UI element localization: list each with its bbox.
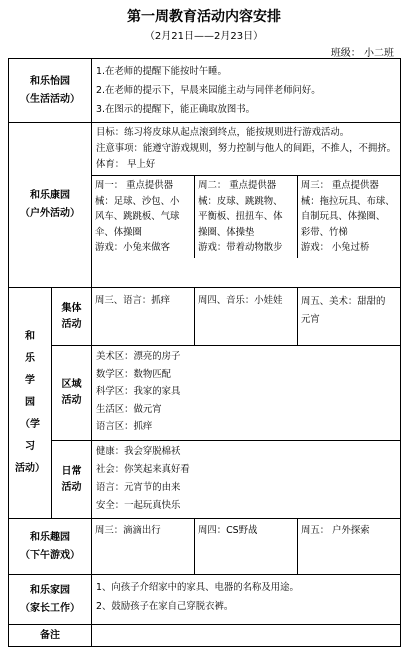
area-activity-row [9,346,401,441]
life-label-name: 和乐怡园 [30,75,70,87]
group-activity-text: 元宵 [301,314,320,325]
outdoor-goal: 目标：练习将皮球从起点滚到终点，能按规则进行游戏活动。 [96,127,350,138]
daily-activity-content [92,441,401,519]
fun-wed [298,519,401,575]
outdoor-day-wed [297,176,400,258]
group-activity-text: 周四、音乐：小娃娃 [198,295,283,306]
family-content [92,575,401,625]
outdoor-day-text: 周三： 重点提供器 [300,180,379,191]
outdoor-day-text: 伞、体操圈 [95,226,142,238]
life-section-label [9,59,92,123]
life-item: 2.在老师的提示下，早晨来园能主动与同伴老师问好。 [96,85,321,96]
learning-label-char: 活动） [15,463,45,474]
learning-label-char: 学 [25,375,35,386]
life-item: 3.在图示的提醒下，能正确取放图书。 [96,104,255,115]
learning-label-char: 园 [25,397,35,408]
group-activity-text: 周三、语言：抓痒 [95,295,171,306]
area-label-2: 活动 [61,395,82,406]
fun-mon [92,519,195,575]
group-activity-label [52,288,92,346]
life-content [92,59,401,123]
family-item: 1、向孩子介绍家中的家具、电器的名称及用途。 [96,582,299,593]
outdoor-day-text: 械：足球、沙包、小 [95,195,180,207]
fun-row [9,519,401,575]
area-item: 数学区：数物匹配 [96,368,172,380]
outdoor-day-text: 操圈、体操垫 [198,226,255,238]
group-label-2: 活动 [61,318,82,330]
daily-item: 语言：元宵节的由来 [96,482,181,493]
outdoor-label-name: 和乐康园 [30,190,70,201]
fun-text: 周五： 户外探索 [301,525,370,536]
outdoor-day-game: 游戏： 小兔过桥 [300,242,370,253]
notes-label: 备注 [9,625,92,647]
group-activity-text: 周五、美术：甜甜的 [301,296,386,307]
outdoor-sports: 体育： 早上好 [96,159,156,170]
group-activity-wed [298,288,401,346]
family-section-label [9,575,92,625]
outdoor-day-text: 自制玩具、体操圈、 [300,211,386,222]
life-label-type: （生活活动） [20,93,80,105]
daily-activity-row [9,441,401,519]
outdoor-day-game: 游戏：带着动物散步 [198,242,283,253]
outdoor-day-text: 风车、跳跳板、气球 [95,211,180,222]
daily-item: 社会：你笑起来真好看 [96,464,190,475]
group-label-1: 集体 [61,302,82,314]
area-item: 语言区：抓痒 [96,421,153,432]
family-label-name: 和乐家园 [30,584,70,596]
fun-section-label [9,519,92,575]
notes-content [92,625,401,647]
date-range: （2月21日——2月23日） [144,31,264,42]
area-item: 美术区：漂亮的房子 [96,351,181,362]
outdoor-content [92,123,401,288]
learning-label-char: 和 [25,331,35,342]
group-activity-row [9,288,401,346]
page-title: 第一周教育活动内容安排 [127,9,281,25]
area-item: 科学区：我家的家具 [96,386,181,397]
fun-tue [195,519,298,575]
daily-item: 安全：一起玩真快乐 [96,500,181,511]
family-row [9,575,401,625]
outdoor-day-mon [92,176,195,258]
outdoor-day-text: 械：拖拉玩具、布球、 [300,195,395,207]
fun-text: 周三：滴滴出行 [95,525,161,536]
daily-label-2: 活动 [61,481,82,493]
outdoor-day-text: 械：皮球、跳跳物、 [198,195,283,207]
learning-label-char: 乐 [25,353,35,364]
area-activity-content [92,346,401,441]
outdoor-day-text: 平衡板、扭扭车、体 [198,211,283,222]
outdoor-days-table [92,175,400,258]
daily-label-1: 日常 [61,465,82,477]
area-item: 生活区：做元宵 [96,403,162,415]
daily-item: 健康：我会穿脱棉袄 [96,446,181,457]
area-label-1: 区域 [61,379,82,390]
fun-label-type: （下午游戏） [20,549,80,561]
area-activity-label [52,346,92,441]
outdoor-day-game: 游戏：小兔来做客 [95,242,171,253]
outdoor-label-type: （户外活动） [20,208,80,219]
fun-text: 周四：CS野战 [198,525,258,536]
outdoor-section-label [9,123,92,288]
outdoor-day-text: 周一： 重点提供器 [95,180,173,191]
life-row [9,59,401,123]
learning-label-char: 习 [25,441,35,452]
fun-label-name: 和乐趣园 [30,531,70,543]
family-item: 2、鼓励孩子在家自己穿脱衣裤。 [96,601,234,612]
class-label: 班级： 小二班 [330,48,394,59]
daily-activity-label [52,441,92,519]
learning-section-label [9,288,52,519]
group-activity-tue [195,288,298,346]
notes-row [9,625,401,647]
outdoor-day-tue [195,176,298,258]
outdoor-notes: 注意事项：能遵守游戏规则，努力控制与他人的间距，不推人，不拥挤。 [96,143,397,154]
outdoor-row [9,123,401,288]
family-label-type: （家长工作） [20,602,80,614]
schedule-table [8,58,401,647]
life-item: 1.在老师的提醒下能按时午睡。 [96,66,227,77]
learning-label-char: （学 [20,419,40,430]
outdoor-day-text: 彩带、竹梯 [300,226,348,238]
outdoor-day-text: 周二： 重点提供器 [198,180,277,191]
group-activity-mon [92,288,195,346]
